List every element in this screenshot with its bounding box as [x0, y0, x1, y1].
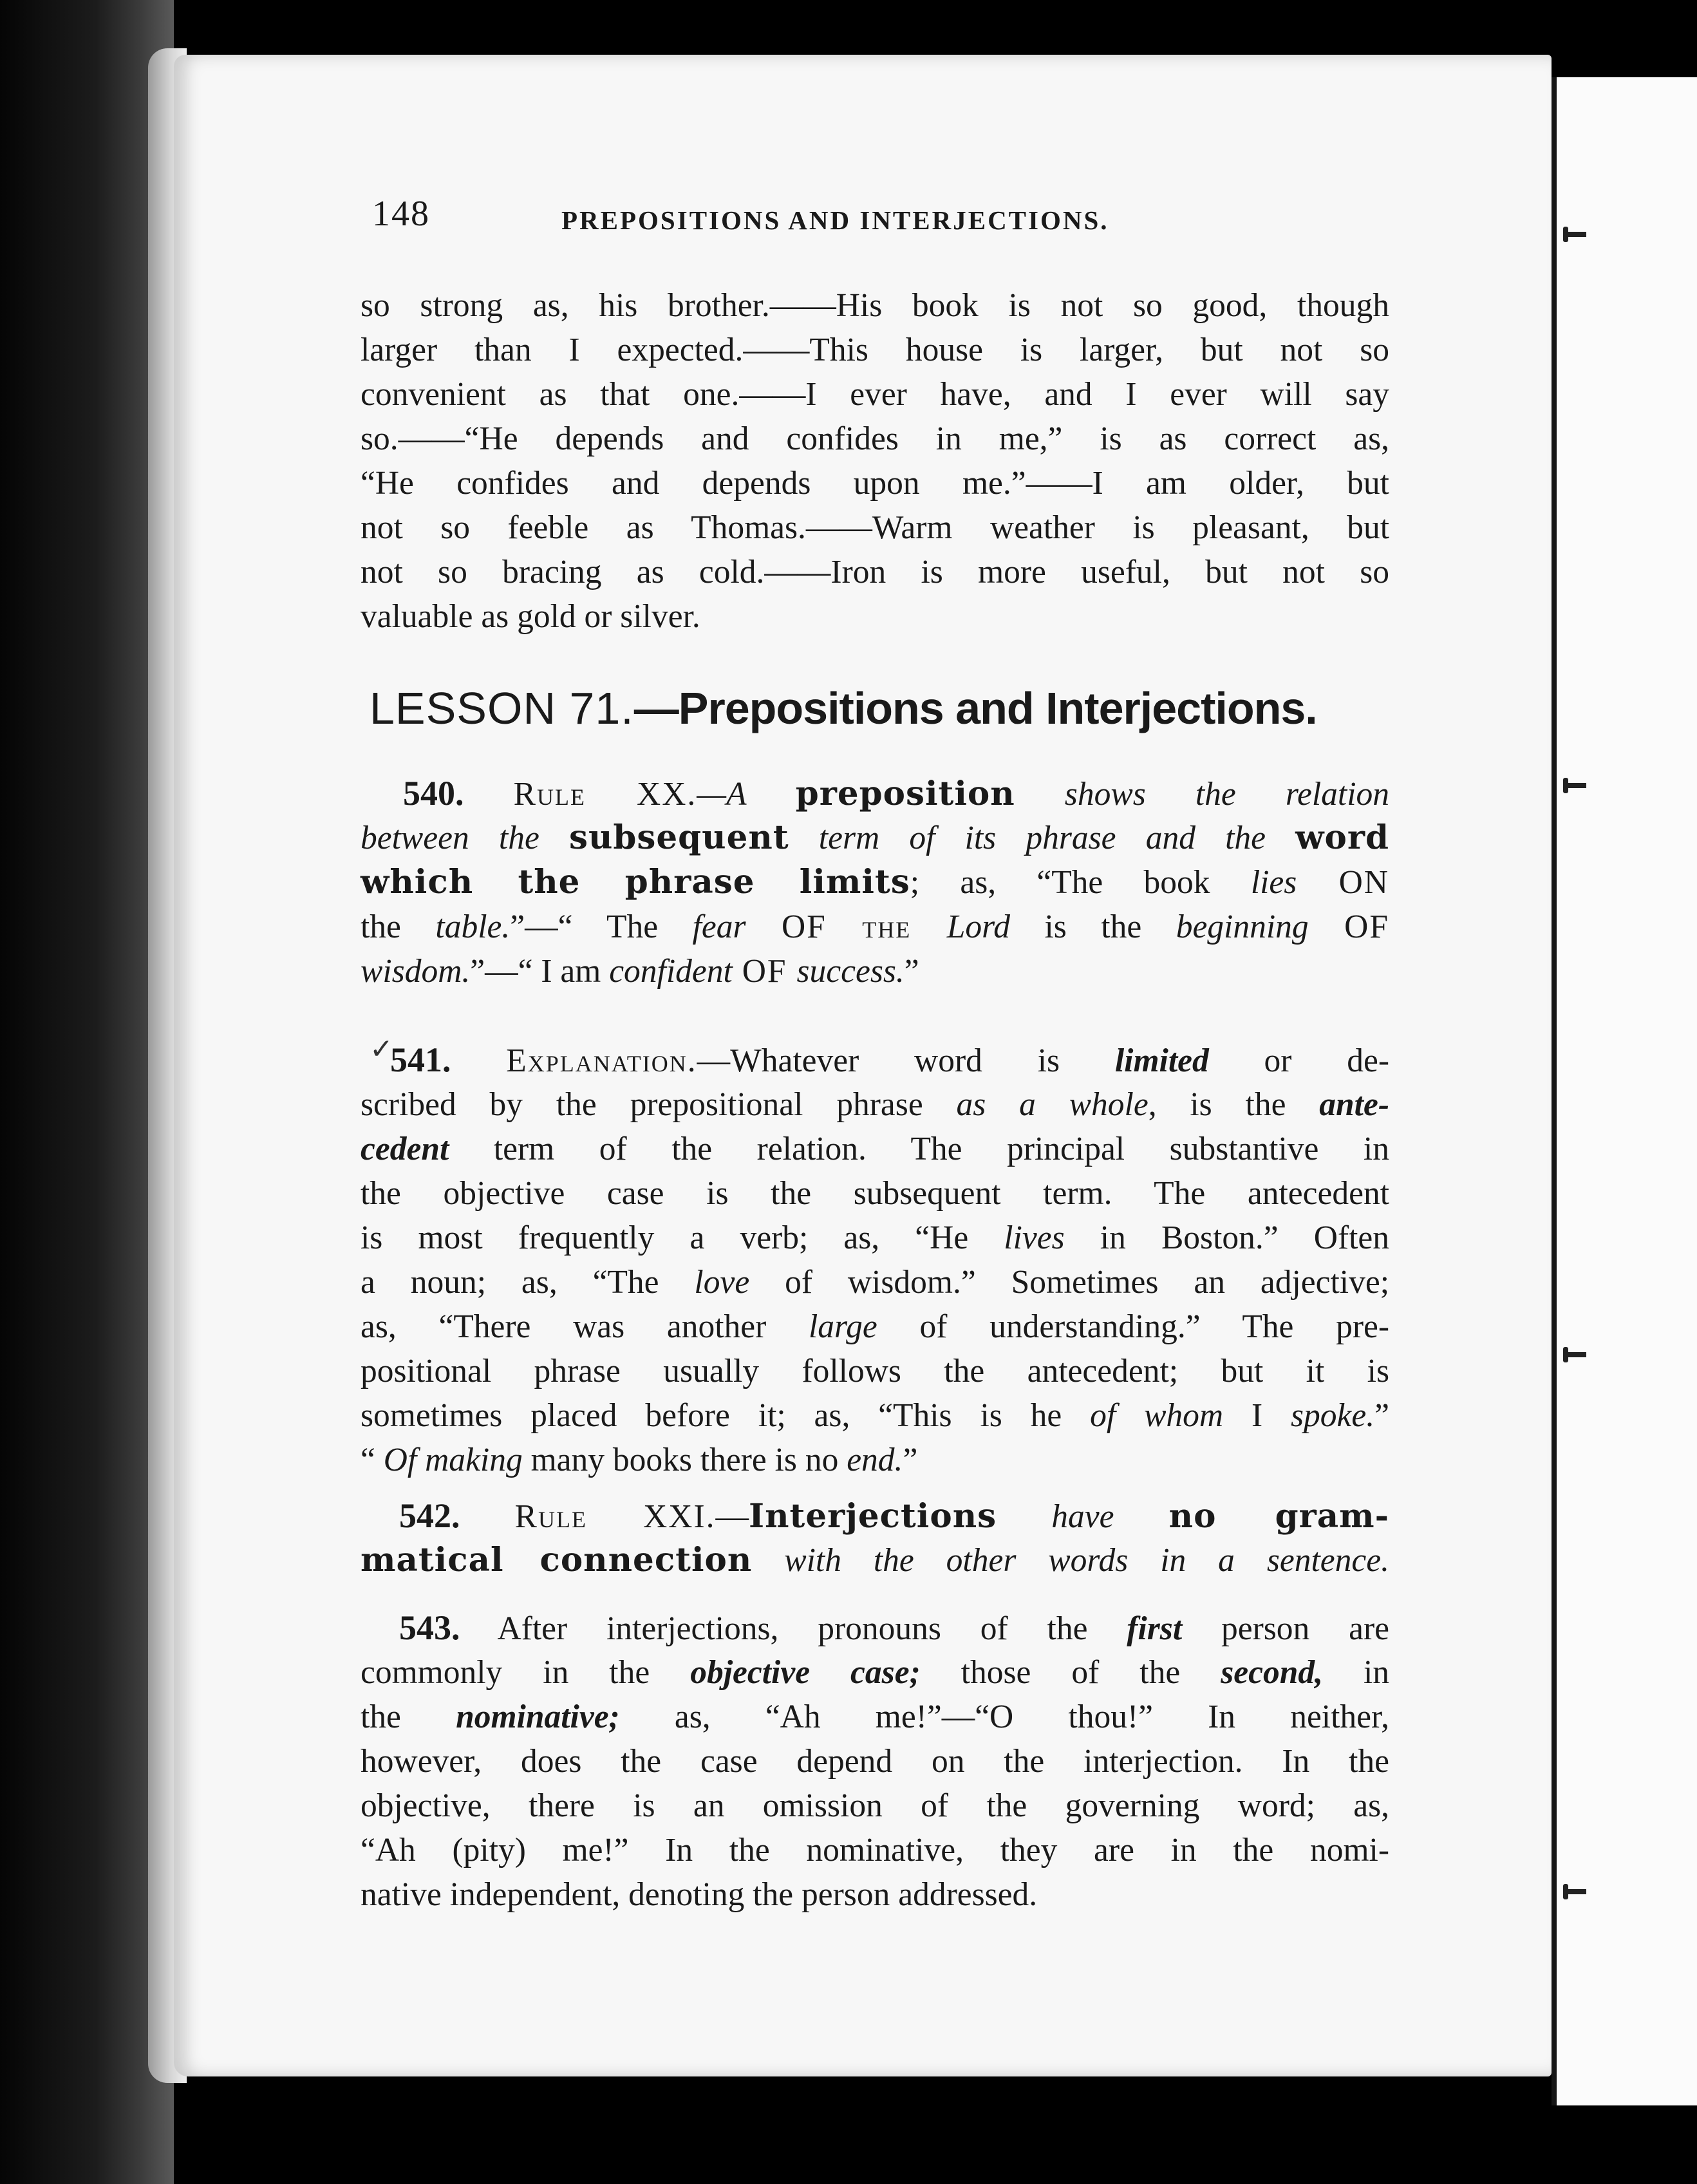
lesson-heading: [370, 682, 1382, 734]
text-line: is most frequently a verb; as, “He lives in Boston.” Often: [361, 1219, 1390, 1256]
rule-label: Rule XXI.: [514, 1498, 716, 1535]
text-line: scribed by the prepositional phrase as a whole, is the ante-: [361, 1086, 1389, 1123]
text-line: as, “There was another large of understanding.” The pre-: [361, 1308, 1389, 1345]
text-line: “ Of making many books there is no end.”: [361, 1442, 918, 1478]
paragraph-number: 542.: [399, 1496, 460, 1535]
text-line: native independent, denoting the person addressed.: [361, 1876, 1038, 1913]
paragraph-number: 543.: [399, 1608, 460, 1647]
facing-page-edge: [1552, 77, 1697, 2105]
text-line: not so bracing as cold.——Iron is more useful, but not so: [361, 554, 1389, 590]
text-line: sometimes placed before it; as, “This is he of whom I spoke.”: [361, 1397, 1389, 1434]
explanation-label: Explanation.: [506, 1042, 697, 1079]
text-line: cedent term of the relation. The principal substantive in: [361, 1131, 1389, 1167]
rule-label: Rule XX.: [513, 776, 697, 813]
paragraph-543: [361, 1606, 1389, 1917]
check-mark-annotation: ✓: [370, 1033, 393, 1066]
intro-paragraph: [361, 283, 1389, 639]
binding-stitch: [1567, 783, 1586, 788]
text-line: positional phrase usually follows the antecedent; but it is: [361, 1353, 1389, 1389]
page-number: 148: [372, 194, 430, 234]
text-line: not so feeble as Thomas.——Warm weather is pleasant, but: [361, 509, 1389, 546]
text-line: valuable as gold or silver.: [361, 598, 700, 635]
paragraph-542: [361, 1494, 1389, 1583]
running-head: [372, 193, 1382, 251]
text-line: wisdom.”—“ I am confident OF success.”: [361, 953, 919, 990]
text-line: however, does the case depend on the interjection. In the: [361, 1743, 1389, 1780]
paragraph-541: [361, 1038, 1389, 1482]
text-line: the objective case is the subsequent term. The antecedent: [361, 1175, 1389, 1212]
text-line: commonly in the objective case; those of the second, in: [361, 1654, 1390, 1691]
lesson-label: LESSON 71.: [370, 683, 634, 733]
text-line: so strong as, his brother.——His book is not so good, though: [361, 287, 1389, 324]
lesson-title: —Prepositions and Interjections.: [633, 683, 1317, 733]
paragraph-540: [361, 771, 1389, 993]
text-line: the table.”—“ The fear OF the Lord is the beginning OF: [361, 908, 1389, 945]
running-title: PREPOSITIONS AND INTERJECTIONS.: [561, 205, 1109, 235]
text-line: 543. After interjections, pronouns of the first person are: [399, 1608, 1389, 1647]
text-line: the nominative; as, “Ah me!”—“O thou!” In neither,: [361, 1699, 1389, 1735]
text-line: “He confides and depends upon me.”——I am older, but: [361, 465, 1389, 502]
text-line: 542. Rule XXI.—Interjections have no gram-: [399, 1496, 1390, 1536]
text-line: which the phrase limits; as, “The book lies ON: [361, 863, 1389, 901]
text-line: objective, there is an omission of the governing word; as,: [361, 1787, 1389, 1824]
text-line: 540. Rule XX.—A preposition shows the relation: [403, 774, 1390, 813]
text-line: “Ah (pity) me!” In the nominative, they are in the nomi-: [361, 1832, 1389, 1869]
text-line: a noun; as, “The love of wisdom.” Sometimes an adjective;: [361, 1264, 1389, 1301]
text-line: matical connection with the other words in a sentence.: [361, 1541, 1389, 1579]
text-line: so.——“He depends and confides in me,” is as correct as,: [361, 420, 1389, 457]
binding-stitch: [1567, 1352, 1586, 1357]
text-line: 541. Explanation.—Whatever word is limited or de-: [390, 1040, 1389, 1079]
text-line: convenient as that one.——I ever have, and I ever will say: [361, 376, 1389, 413]
paragraph-number: 540.: [403, 774, 464, 813]
text-line: larger than I expected.——This house is larger, but not so: [361, 332, 1389, 368]
text-line: between the subsequent term of its phrase and the word: [361, 818, 1389, 857]
binding-stitch: [1567, 1889, 1586, 1894]
binding-stitch: [1567, 232, 1586, 237]
paragraph-number: 541.: [390, 1040, 451, 1079]
